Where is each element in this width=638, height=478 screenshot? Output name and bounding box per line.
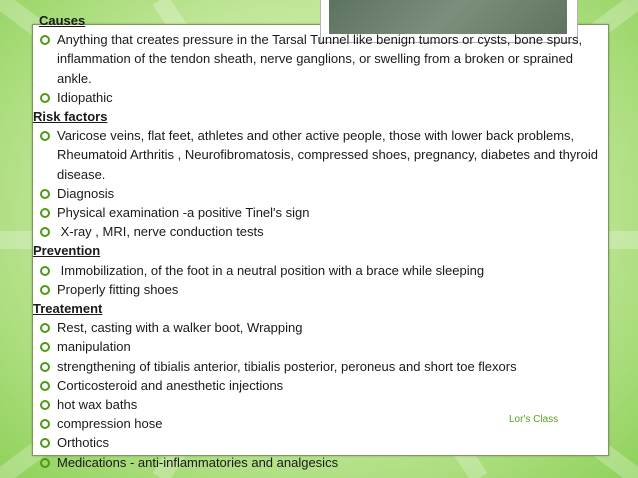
- bullet-icon: [40, 381, 50, 391]
- list-item-text: Idiopathic: [57, 89, 113, 105]
- list-item-text: compression hose: [57, 416, 163, 432]
- list-item-text: Varicose veins, flat feet, athletes and other active people, those with lower back problems, Rheumatoid Arthritis , Neurofibromatosis, compressed shoes, pregnancy, diabetes and thyroid disease.: [57, 128, 602, 182]
- bullet-list: [33, 318, 608, 472]
- section-heading: Prevention: [33, 243, 101, 259]
- list-item-text: manipulation: [57, 339, 131, 355]
- bullet-icon: [40, 362, 50, 372]
- bullet-icon: [40, 227, 50, 237]
- bullet-list: [33, 261, 608, 299]
- watermark-label: Lor's Class: [509, 414, 559, 425]
- list-item: [33, 453, 608, 472]
- list-item-text: X-ray , MRI, nerve conduction tests: [57, 224, 264, 240]
- list-item: [33, 337, 608, 356]
- list-item: [33, 203, 608, 222]
- list-item: [33, 88, 608, 107]
- list-item: [33, 126, 608, 184]
- bullet-icon: [40, 93, 50, 103]
- list-item: [33, 222, 608, 241]
- list-item-text: Corticosteroid and anesthetic injections: [57, 377, 284, 393]
- list-item: [33, 318, 608, 337]
- list-item: [33, 357, 608, 376]
- bullet-icon: [40, 285, 50, 295]
- section-heading: Treatement: [33, 301, 103, 317]
- list-item-text: Anything that creates pressure in the Tarsal Tunnel like benign tumors or cysts, bone spurs, inflammation of the tendon sheath, nerve ganglions, or swelling from a broken or sprained ankle.: [57, 32, 586, 86]
- list-item: [33, 433, 608, 452]
- list-item: [33, 395, 608, 414]
- list-item-text: hot wax baths: [57, 397, 138, 413]
- list-item-text: Diagnosis: [57, 185, 115, 201]
- list-item-text: Orthotics: [57, 435, 110, 451]
- list-item: [33, 261, 608, 280]
- list-item: [33, 184, 608, 203]
- bullet-list: [33, 30, 608, 107]
- list-item-text: Medications - anti-inflammatories and analgesics: [57, 454, 339, 470]
- bullet-icon: [40, 323, 50, 333]
- slide-content: [33, 11, 608, 472]
- list-item: [33, 376, 608, 395]
- bullet-icon: [40, 400, 50, 410]
- bullet-icon: [40, 458, 50, 468]
- section-heading: Risk factors: [33, 109, 108, 125]
- list-item-text: Rest, casting with a walker boot, Wrapping: [57, 320, 303, 336]
- list-item-text: strengthening of tibialis anterior, tibialis posterior, peroneus and short toe flexors: [57, 358, 517, 374]
- list-item-text: Properly fitting shoes: [57, 281, 179, 297]
- list-item: [33, 30, 608, 88]
- bullet-icon: [40, 208, 50, 218]
- list-item-text: Physical examination -a positive Tinel's sign: [57, 205, 310, 221]
- bullet-list: [33, 126, 608, 241]
- bullet-icon: [40, 438, 50, 448]
- list-item-text: Immobilization, of the foot in a neutral position with a brace while sleeping: [57, 262, 485, 278]
- list-item: [33, 280, 608, 299]
- bullet-icon: [40, 342, 50, 352]
- section-heading: Causes: [39, 13, 86, 28]
- bullet-icon: [40, 35, 50, 45]
- bullet-icon: [40, 189, 50, 199]
- bullet-icon: [40, 131, 50, 141]
- bullet-icon: [40, 419, 50, 429]
- bullet-icon: [40, 266, 50, 276]
